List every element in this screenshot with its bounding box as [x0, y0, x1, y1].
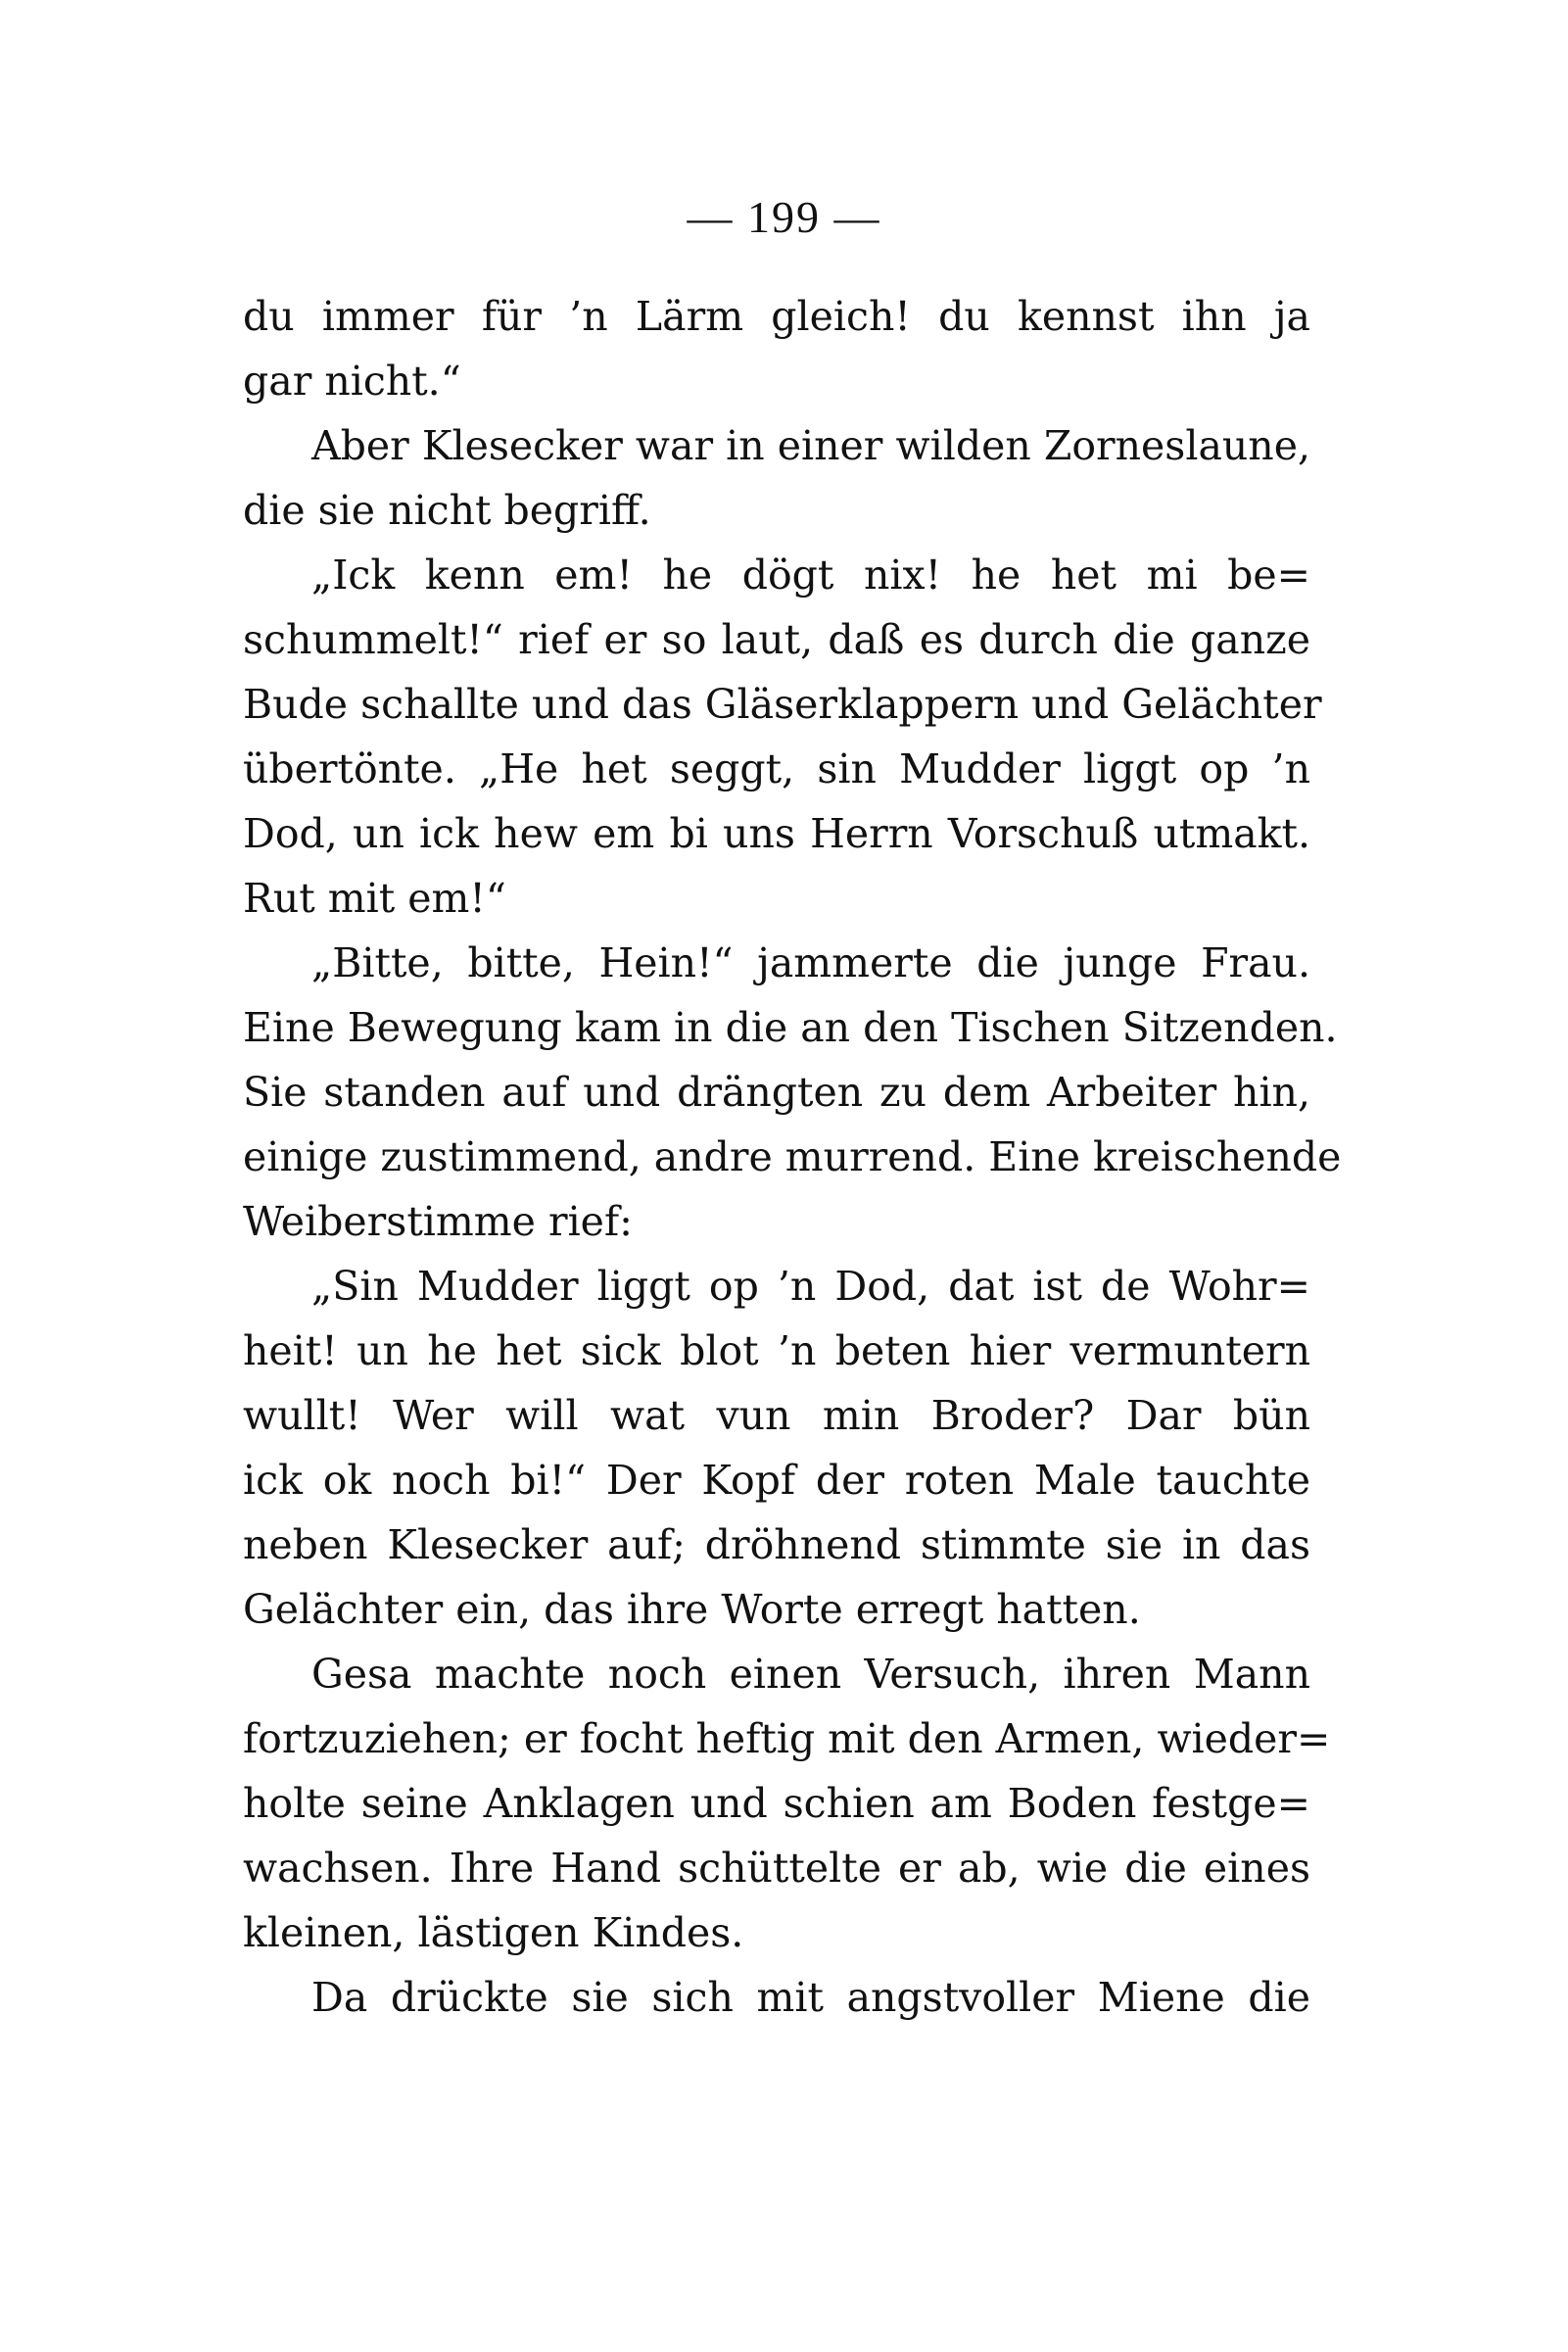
text-line: Aber Klesecker war in einer wilden Zorneslaune,	[311, 422, 1310, 469]
text-line: wullt! Wer will wat vun min Broder? Dar bün	[243, 1392, 1310, 1439]
text-line: Sie standen auf und drängten zu dem Arbeiter hin,	[243, 1069, 1310, 1116]
text-line: die sie nicht begriff.	[243, 487, 651, 534]
text-line: kleinen, lästigen Kindes.	[243, 1909, 744, 1956]
text-line: holte seine Anklagen und schien am Boden festge=	[243, 1780, 1310, 1827]
text-line: heit! un he het sick blot ’n beten hier vermuntern	[243, 1327, 1310, 1374]
text-line: Gelächter ein, das ihre Worte erregt hatten.	[243, 1586, 1141, 1633]
text-line: „Sin Mudder liggt op ’n Dod, dat ist de Wohr=	[311, 1263, 1310, 1310]
text-line: „Bitte, bitte, Hein!“ jammerte die junge Frau.	[311, 939, 1310, 986]
text-line: Gesa machte noch einen Versuch, ihren Mann	[311, 1651, 1310, 1698]
text-line: ick ok noch bi!“ Der Kopf der roten Male tauchte	[243, 1457, 1310, 1504]
text-line: schummelt!“ rief er so laut, daß es durch die ganze	[243, 616, 1310, 663]
text-line: du immer für ’n Lärm gleich! du kennst ihn ja	[243, 293, 1310, 340]
text-line: Eine Bewegung kam in die an den Tischen Sitzenden.	[243, 1004, 1338, 1051]
body-text	[243, 284, 1342, 2030]
text-line: fortzuziehen; er focht heftig mit den Armen, wieder=	[243, 1715, 1331, 1762]
text-line: wachsen. Ihre Hand schüttelte er ab, wie die eines	[243, 1845, 1310, 1892]
text-line: Weiberstimme rief:	[243, 1198, 633, 1245]
text-line: Rut mit em!“	[243, 875, 506, 922]
text-line: Bude schallte und das Gläserklappern und Gelächter	[243, 681, 1322, 728]
text-line: einige zustimmend, andre murrend. Eine kreischende	[243, 1133, 1342, 1180]
text-line: gar nicht.“	[243, 358, 461, 405]
text-line: übertönte. „He het seggt, sin Mudder liggt op ’n	[243, 745, 1310, 792]
text-line: Da drückte sie sich mit angstvoller Miene die	[311, 1974, 1310, 2021]
text-line: „Ick kenn em! he dögt nix! he het mi be=	[311, 552, 1310, 599]
text-line: neben Klesecker auf; dröhnend stimmte sie in das	[243, 1521, 1310, 1568]
page-number: — 199 —	[687, 192, 881, 242]
text-line: Dod, un ick hew em bi uns Herrn Vorschuß utmakt.	[243, 810, 1310, 857]
